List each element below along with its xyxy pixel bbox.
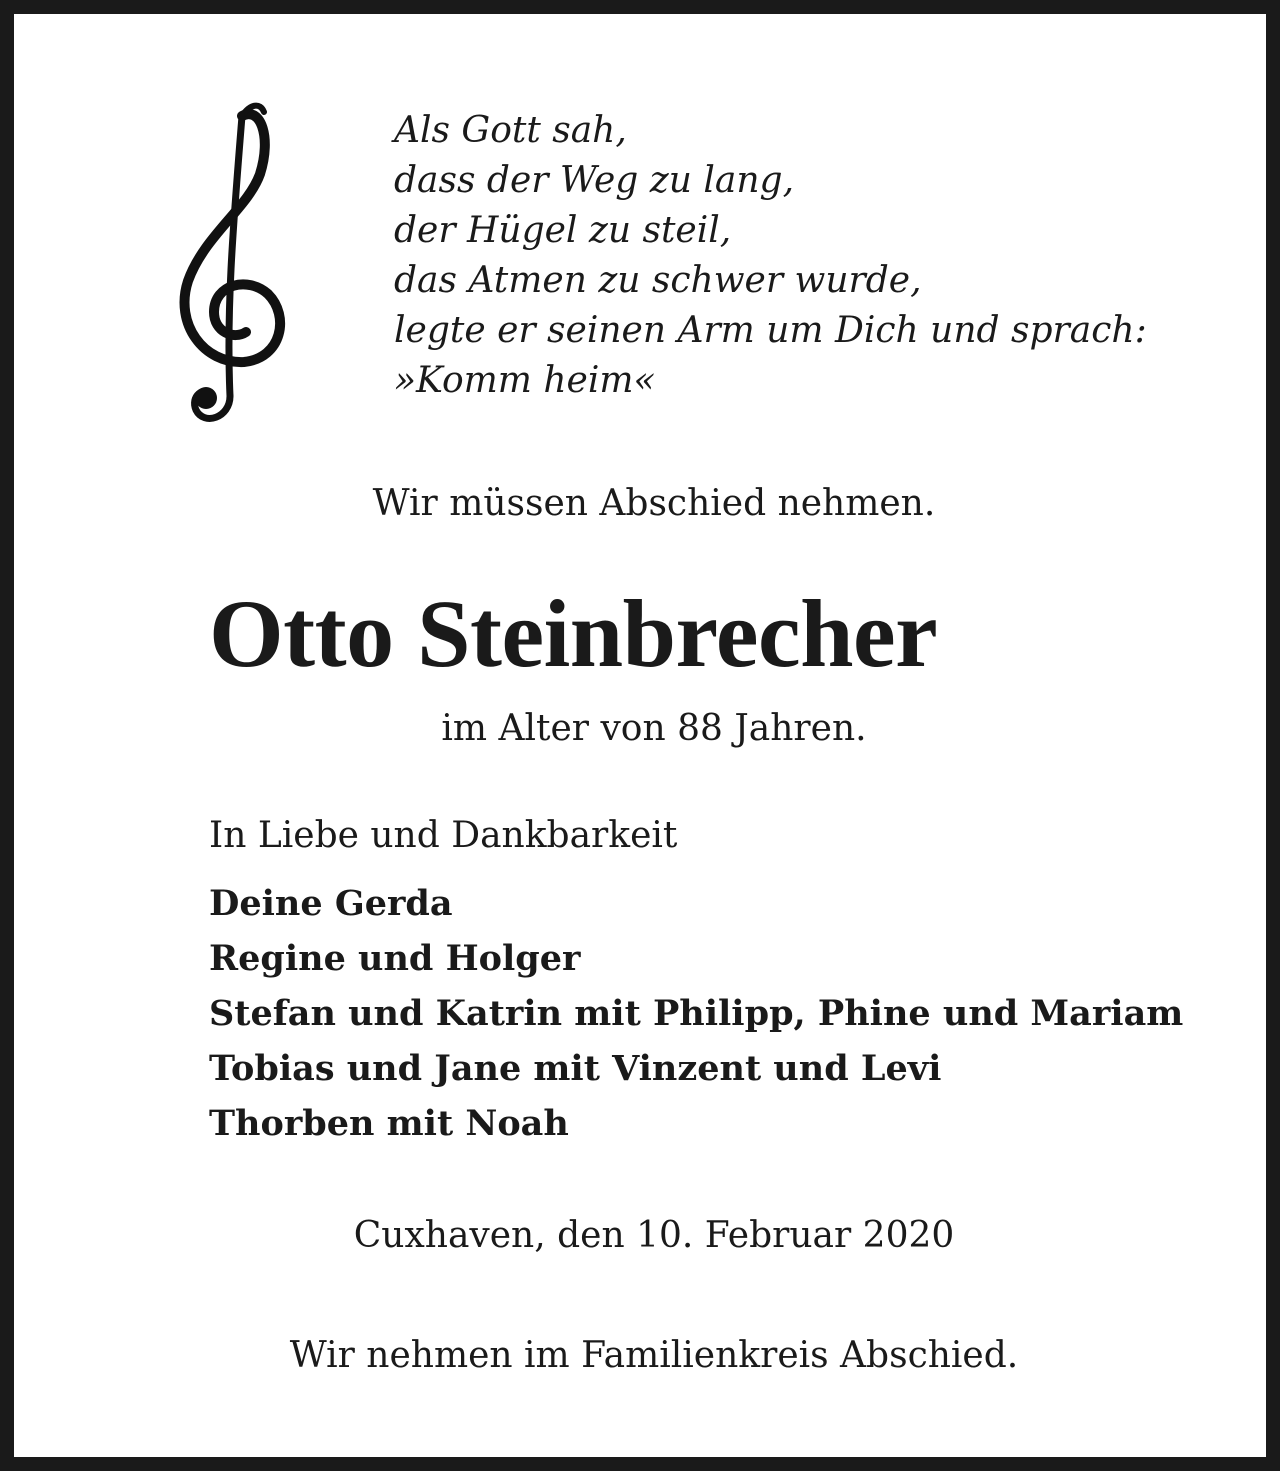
farewell-text: Wir müssen Abschied nehmen. [372,483,936,524]
family-member: Tobias und Jane mit Vinzent und Levi [209,1048,942,1089]
closing-line: Wir nehmen im Familienkreis Abschied. [289,1335,1019,1376]
poem-line: das Atmen zu schwer wurde, [394,260,922,301]
deceased-name: Otto Steinbrecher [209,580,938,687]
farewell-line [14,479,1280,529]
age-line: im Alter von 88 Jahren. [441,708,867,749]
family-member: Stefan und Katrin mit Philipp, Phine und Mariam [209,993,1184,1034]
poem-line: »Komm heim« [394,360,656,401]
poem-line: dass der Weg zu lang, [394,160,795,201]
family-member: Regine und Holger [209,938,581,979]
family-list [209,876,1183,1151]
family-member: Thorben mit Noah [209,1103,569,1144]
greeting-line: In Liebe und Dankbarkeit [209,815,678,856]
poem [394,106,1147,406]
poem-line: legte er seinen Arm um Dich und sprach: [394,310,1147,351]
place-date-line: Cuxhaven, den 10. Februar 2020 [353,1215,955,1256]
poem-line: Als Gott sah, [394,110,627,151]
poem-line: der Hügel zu steil, [394,210,732,251]
family-member: Deine Gerda [209,883,453,924]
treble-clef-icon [164,96,304,431]
